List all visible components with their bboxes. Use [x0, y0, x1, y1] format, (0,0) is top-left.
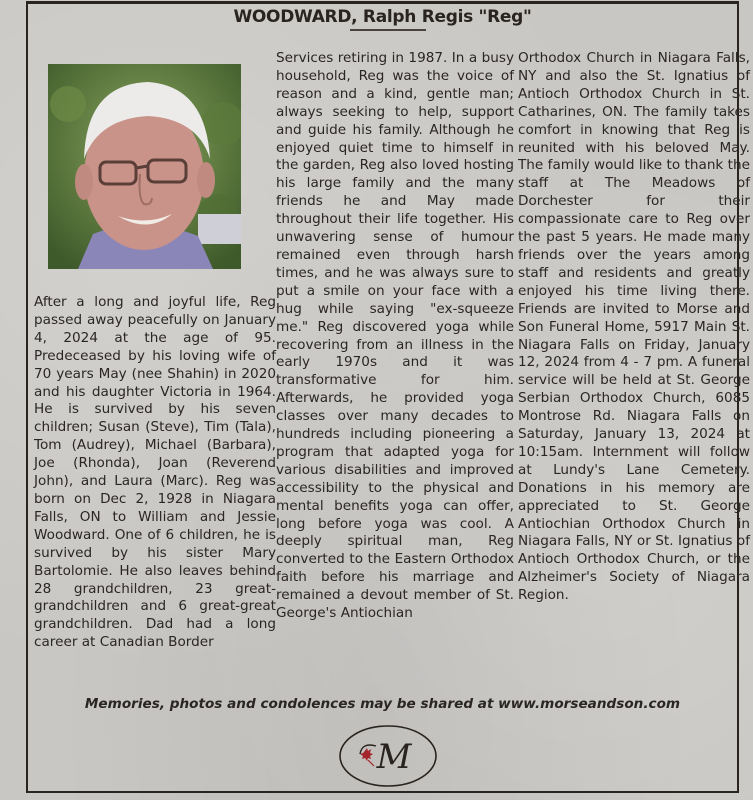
column-2	[276, 50, 514, 623]
logo-letter: M	[376, 737, 412, 777]
obituary-notice	[26, 1, 750, 793]
portrait-photo	[48, 64, 241, 269]
portrait-illustration	[48, 64, 241, 269]
funeral-home-logo	[338, 724, 438, 788]
obituary-text-1: After a long and joyful life, Reg passed away peacefully on January 4, 2024 at the age of 95. Predeceased by his loving wife of 70 years May (nee Shahin) in 2020 and his daughter Victoria in 1964. He is survived by his seven children; Susan (Steve), Tim (Tala), Tom (Audrey), Michael (Barbara), Joe (Rhonda), Joan (Reverend John), and Laura (Marc). Reg was born on Dec 2, 1928 in Niagara Falls, ON to William and Jessie Woodward. One of 6 children, he is survived by his sister Mary Bartolomie. He also leaves behind 28 grandchildren, 23 great-grandchildren and 6 great-great grandchildren. Dad had a long career at Canadian Border	[34, 294, 276, 651]
title-divider	[350, 29, 426, 31]
column-1	[34, 294, 276, 652]
condolences-footer: Memories, photos and condolences may be shared at www.morseandson.com	[84, 696, 681, 712]
obituary-text-2: Services retiring in 1987. In a busy household, Reg was the voice of reason and a kind, gentle man; always seeking to help, support and guide his family. Although he enjoyed quiet time to himself in the garden, Reg also loved hosting his large family and the many friends he and May made throughout their life together. His unwavering sense of humour remained even through harsh times, and he was always sure to put a smile on your face with a hug while saying "ex-squeeze me." Reg discovered yoga while recovering from an illness in the early 1970s and it was transformative for him. Afterwards, he provided yoga classes over many decades to hundreds including pioneering a program that adapted yoga for various disabilities and improved accessibility to the physical and mental benefits yoga can offer, long before yoga was cool. A deeply spiritual man, Reg converted to the Eastern Orthodox faith before his marriage and remained a devout member of St. George's Antiochian	[276, 50, 514, 622]
obituary-title: WOODWARD, Ralph Regis "Reg"	[233, 7, 532, 27]
column-3	[518, 50, 750, 605]
obituary-text-3: Orthodox Church in Niagara Falls, NY and also the St. Ignatius of Antioch Orthodox Church in St. Catharines, ON. The family takes comfort in knowing that Reg is reunited with his beloved May. The family would like to thank the staff at The Meadows of Dorchester for their compassionate care to Reg over the past 5 years. He made many friends over the years among staff and residents and greatly enjoyed his time living there. Friends are invited to Morse and Son Funeral Home, 5917 Main St. Niagara Falls on Friday, January 12, 2024 from 4 - 7 pm. A funeral service will be held at St. George Serbian Orthodox Church, 6085 Montrose Rd. Niagara Falls on Saturday, January 13, 2024 at 10:15am. Internment will follow at Lundy's Lane Cemetery. Donations in his memory are appreciated to St. George Antiochian Orthodox Church in Niagara Falls, NY or St. Ignatius of Antioch Orthodox Church, or the Alzheimer's Society of Niagara Region.	[518, 50, 750, 604]
maple-leaf-icon	[360, 748, 374, 766]
